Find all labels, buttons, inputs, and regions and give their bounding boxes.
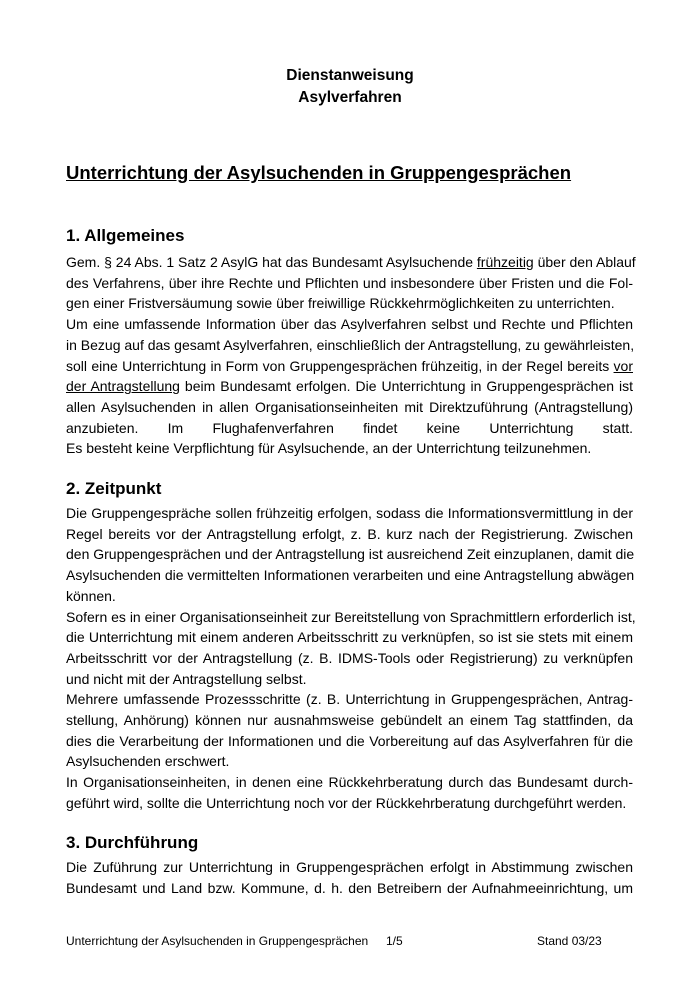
body-text-line: Sofern es in einer Organisationseinheit zur Bereitstellung von Sprachmittlern erforderlich ist, xyxy=(66,608,636,625)
footer-version: Stand 03/23 xyxy=(537,934,602,948)
body-text-fragment: soll eine Unterrichtung in Form von Gruppengesprächen frühzeitig, in der Regel bereits xyxy=(66,357,614,374)
body-text-line: Die Zuführung zur Unterrichtung in Gruppengesprächen erfolgt in Abstimmung zwischen xyxy=(66,859,633,875)
body-text-line: In Organisationseinheiten, in denen eine Rückkehrberatung durch das Bundesamt durch- xyxy=(66,774,633,791)
body-text-line: dies die Verarbeitung der Informationen und die Vorbereitung auf das Asylverfahren für die xyxy=(66,732,633,749)
section-heading: 1. Allgemeines xyxy=(66,226,185,245)
underlined-emphasis: vor xyxy=(613,357,633,374)
body-text-line: Mehrere umfassende Prozessschritte (z. B. Unterrichtung in Gruppengesprächen, Antrag- xyxy=(66,691,633,708)
document-title: Unterrichtung der Asylsuchenden in Gruppengesprächen xyxy=(66,162,572,183)
body-text-line: Um eine umfassende Information über das Asylverfahren selbst und Rechte und Pflichten xyxy=(66,316,633,333)
body-text-line xyxy=(66,252,636,272)
body-text-line: Bundesamt und Land bzw. Kommune, d. h. den Betreibern der Aufnahmeeinrichtung, um xyxy=(66,879,633,896)
body-text-line xyxy=(66,356,633,376)
body-text-line: den Gruppengesprächen und der Antragstellung ist ausreichend Zeit einzuplanen, damit die xyxy=(66,546,635,563)
header-line-1: Dienstanweisung xyxy=(286,67,414,84)
body-text-line: des Verfahrens, über ihre Rechte und Pflichten und insbesondere über Fristen und die Fol- xyxy=(66,274,633,291)
body-text-line: Arbeitsschritt vor der Antragstellung (z. B. IDMS-Tools oder Registrierung) zu verknüpfen xyxy=(66,649,633,666)
body-text-line: und nicht mit der Antragstellung selbst. xyxy=(66,670,307,687)
body-text-line: können. xyxy=(66,587,116,604)
body-text-line: Asylsuchenden die vermittelten Informationen verarbeiten und eine Antragstellung abwägen xyxy=(66,567,635,584)
body-text-line: Regel bereits vor der Antragstellung erfolgt, z. B. kurz nach der Registrierung. Zwischen xyxy=(66,525,633,542)
body-text-line: Es besteht keine Verpflichtung für Asylsuchende, an der Unterrichtung teilzunehmen. xyxy=(66,440,592,457)
underlined-emphasis: der Antragstellung xyxy=(66,378,180,395)
section-heading: 3. Durchführung xyxy=(66,833,199,852)
body-text-line: in Bezug auf das gesamt Asylverfahren, einschließlich der Antragstellung, zu gewährleisten, xyxy=(66,336,635,353)
header-line-2: Asylverfahren xyxy=(298,89,402,106)
underlined-emphasis: frühzeitig xyxy=(476,254,534,270)
body-text-line: gen einer Fristversäumung sowie über freiwillige Rückkehrmöglichkeiten zu unterrichten. xyxy=(66,295,615,312)
body-text-line xyxy=(66,376,633,396)
footer-title: Unterrichtung der Asylsuchenden in Gruppengesprächen xyxy=(66,934,369,948)
body-text-line: die Unterrichtung mit einem anderen Arbeitsschritt zu verknüpfen, so ist sie stets mit einem xyxy=(66,629,633,646)
body-text-line: Asylsuchenden erschwert. xyxy=(66,753,230,770)
body-text-fragment: über den Ablauf xyxy=(533,254,636,270)
body-text-fragment: Gem. § 24 Abs. 1 Satz 2 AsylG hat das Bundesamt Asylsuchende xyxy=(66,254,477,270)
body-text-line: stellung, Anhörung) können nur ausnahmsweise gebündelt an einem Tag stattfinden, da xyxy=(66,712,633,728)
footer-page-number: 1/5 xyxy=(386,934,403,948)
body-text-line: Die Gruppengespräche sollen frühzeitig erfolgen, sodass die Informationsvermittlung in der xyxy=(66,505,633,521)
body-text-line: geführt wird, sollte die Unterrichtung noch vor der Rückkehrberatung durchgeführt werden. xyxy=(66,794,627,811)
body-text-fragment: beim Bundesamt erfolgen. Die Unterrichtung in Gruppengesprächen ist xyxy=(179,378,634,395)
body-text-line: anzubieten. Im Flughafenverfahren findet keine Unterrichtung statt. xyxy=(66,419,633,436)
section-heading: 2. Zeitpunkt xyxy=(66,479,162,498)
body-text-line: allen Asylsuchenden in allen Organisationseinheiten mit Direktzuführung (Antragstellung) xyxy=(66,398,633,415)
